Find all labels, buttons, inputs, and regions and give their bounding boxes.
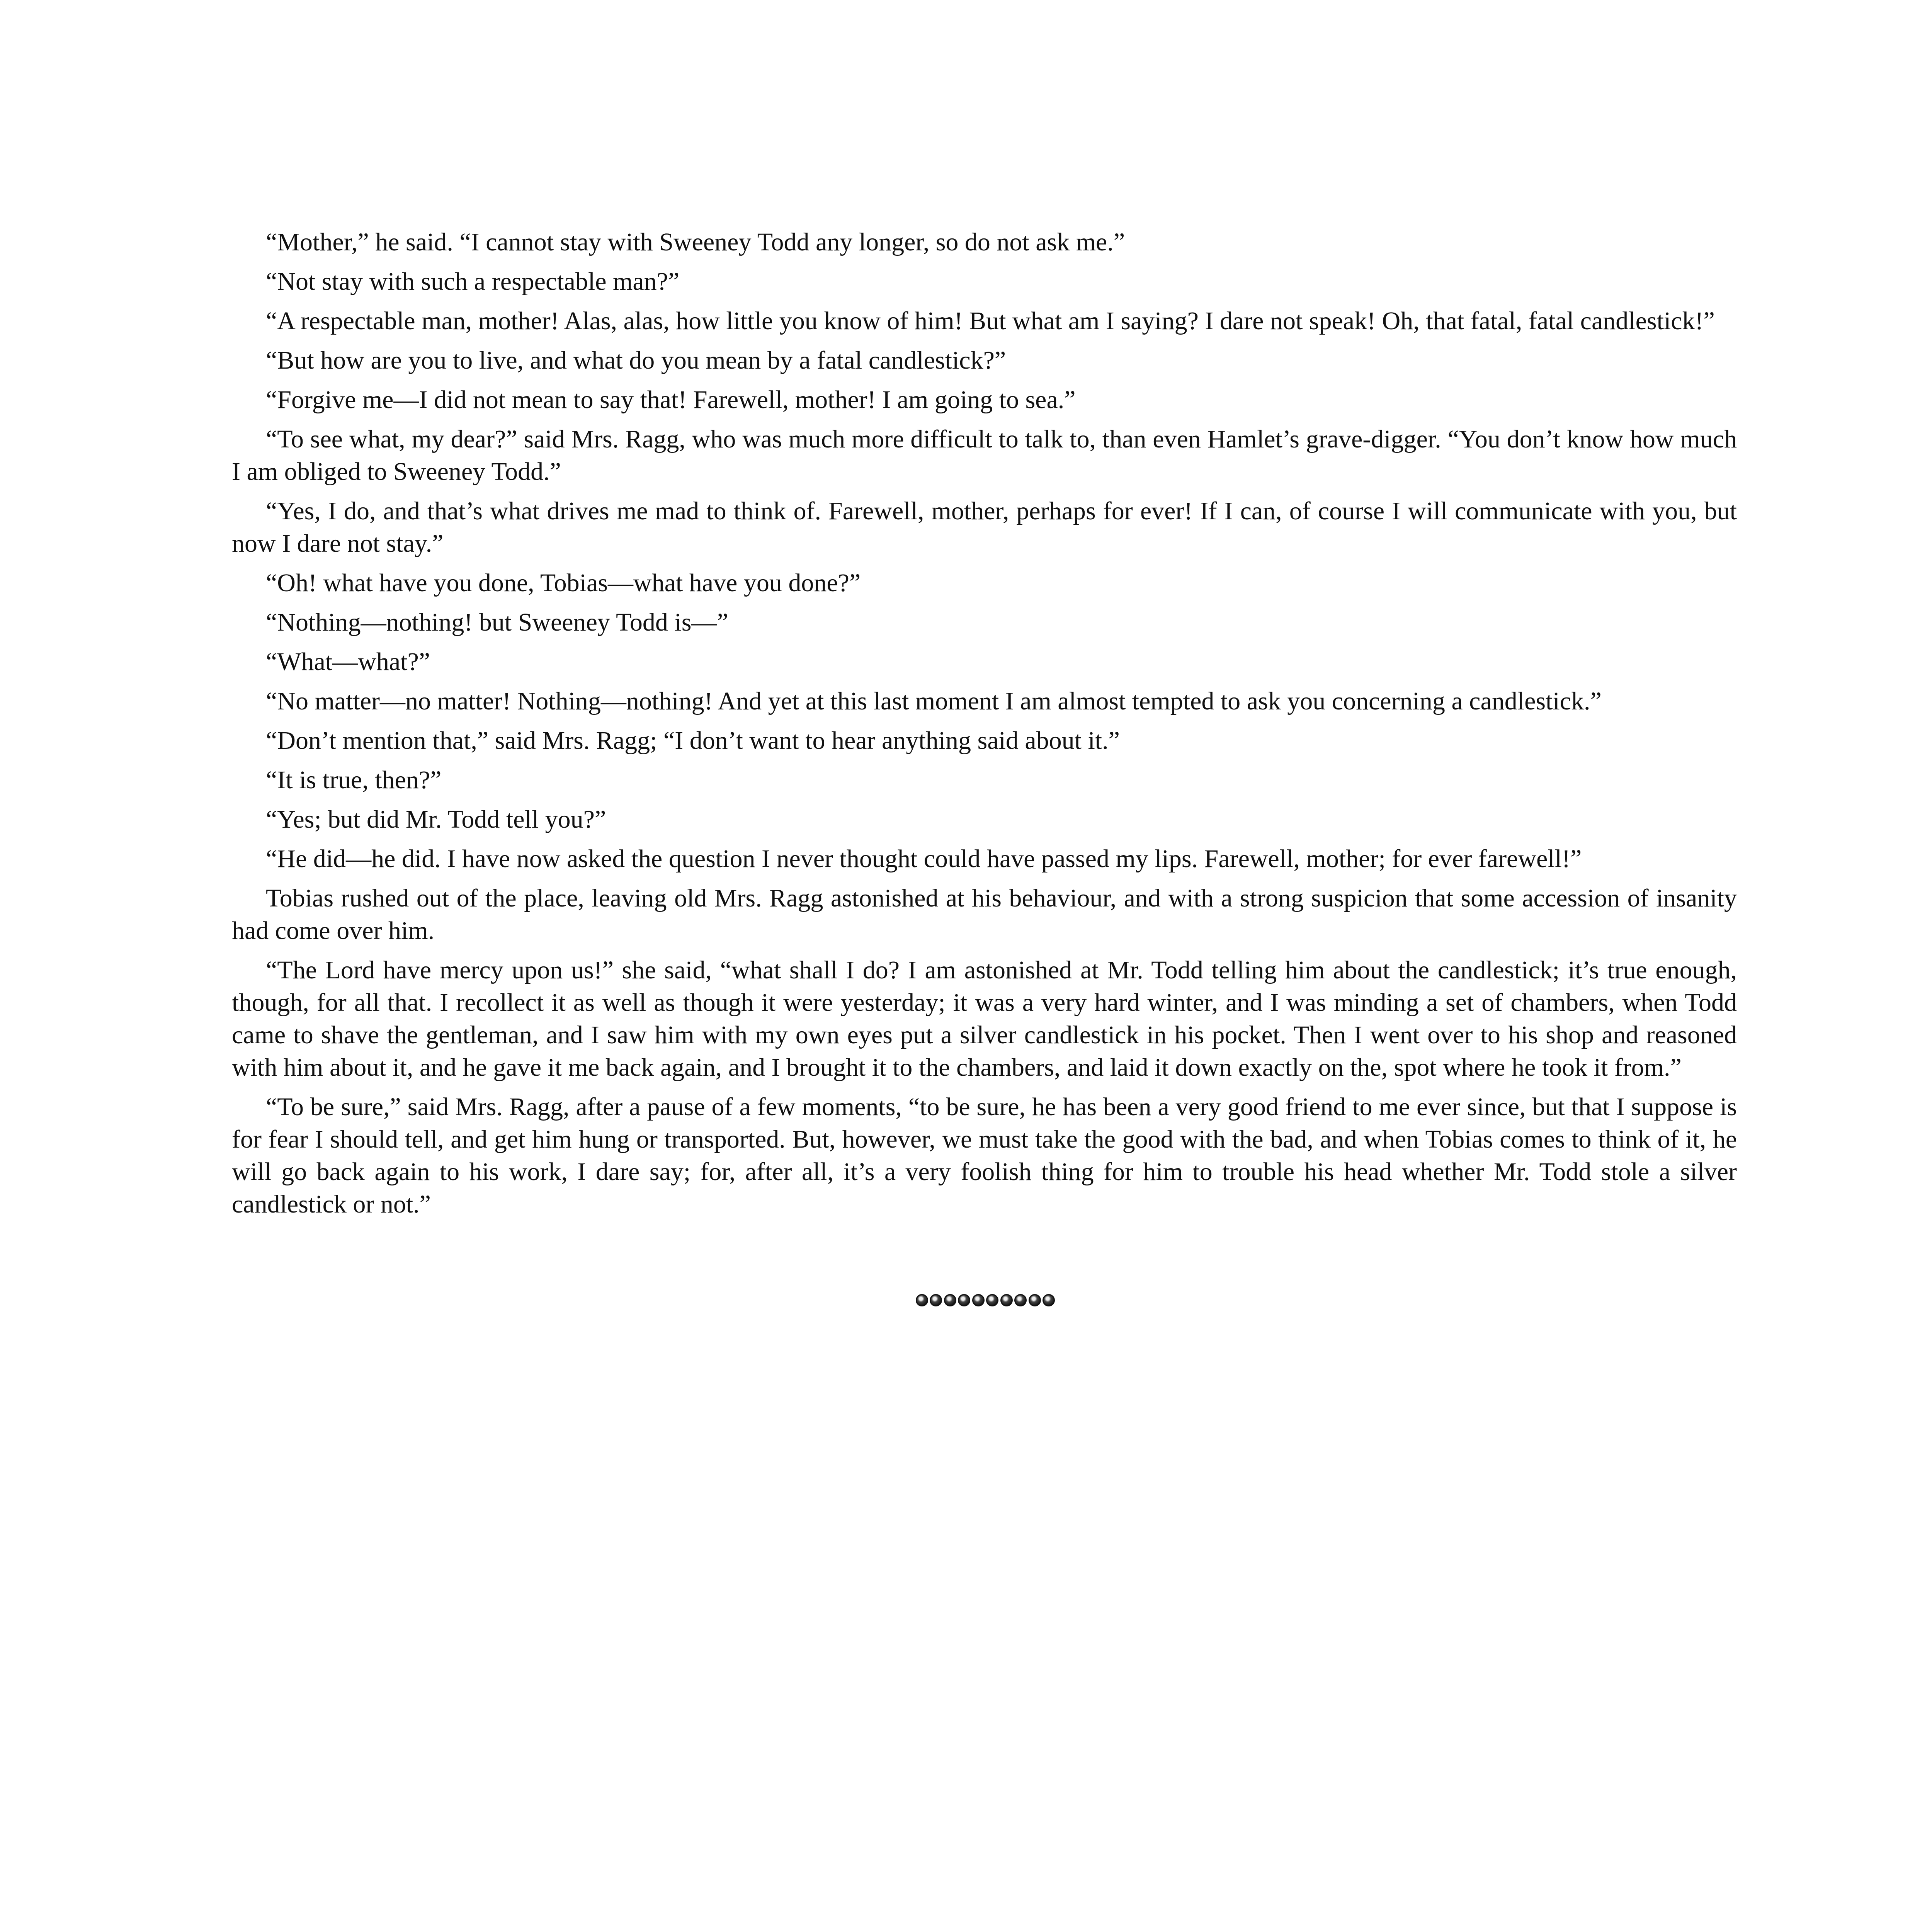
paragraph: “Not stay with such a respectable man?” xyxy=(266,267,680,296)
ornament-dot-icon xyxy=(972,1294,985,1306)
ornament-dot-icon xyxy=(944,1294,956,1306)
paragraph: “He did—he did. I have now asked the question I never thought could have passed my lips. Farewell, mother; for ever farewell!” xyxy=(266,845,1582,873)
paragraph: “But how are you to live, and what do you mean by a fatal candlestick?” xyxy=(266,346,1006,374)
ornament-dot-icon xyxy=(1043,1294,1055,1306)
paragraph: “Don’t mention that,” said Mrs. Ragg; “I don’t want to hear anything said about it.” xyxy=(266,726,1120,755)
paragraph: “A respectable man, mother! Alas, alas, how little you know of him! But what am I saying? I dare not speak! Oh, that fatal, fatal candlestick!” xyxy=(266,307,1715,335)
ornament-dot-icon xyxy=(1000,1294,1013,1306)
paragraph: “Forgive me—I did not mean to say that! Farewell, mother! I am going to sea.” xyxy=(266,386,1076,414)
paragraph: “To be sure,” said Mrs. Ragg, after a pause of a few moments, “to be sure, he has been a very good friend to me ever since, but that I suppose is for fear I should tell, and get him hung or transported. But, however, we must take the good with the bad, and when Tobias comes to think of it, he will go back again to his work, I dare say; for, after all, it’s a very foolish thing for him to trouble his head whether Mr. Todd stole a silver candlestick or not.” xyxy=(232,1093,1737,1218)
section-break-ornament xyxy=(916,1293,1055,1308)
ornament-dot-icon xyxy=(958,1294,970,1306)
ornament-dot-icon xyxy=(916,1294,928,1306)
ornament-dot-icon xyxy=(986,1294,998,1306)
paragraph: “The Lord have mercy upon us!” she said, “what shall I do? I am astonished at Mr. Todd telling him about the candlestick; it’s true enough, though, for all that. I recollect it as well as though it were yesterday; it was a very hard winter, and I was minding a set of chambers, when Todd came to shave the gentleman, and I saw him with my own eyes put a silver candlestick in his pocket. Then I went over to his shop and reasoned with him about it, and he gave it me back again, and I brought it to the chambers, and laid it down exactly on the, spot where he took it from.” xyxy=(232,956,1737,1082)
ornament-dot-icon xyxy=(1014,1294,1027,1306)
paragraph: “To see what, my dear?” said Mrs. Ragg, who was much more difficult to talk to, than even Hamlet’s grave-digger. “You don’t know how much I am obliged to Sweeney Todd.” xyxy=(232,425,1737,486)
paragraph: Tobias rushed out of the place, leaving old Mrs. Ragg astonished at his behaviour, and with a strong suspicion that some accession of insanity had come over him. xyxy=(232,884,1737,945)
paragraph: “No matter—no matter! Nothing—nothing! And yet at this last moment I am almost tempted to ask you concerning a candlestick.” xyxy=(266,687,1602,715)
ornament-dot-icon xyxy=(930,1294,942,1306)
ornament-dot-icon xyxy=(1029,1294,1041,1306)
paragraph: “Mother,” he said. “I cannot stay with Sweeney Todd any longer, so do not ask me.” xyxy=(266,228,1125,256)
paragraph: “It is true, then?” xyxy=(266,766,442,794)
paragraph: “Yes; but did Mr. Todd tell you?” xyxy=(266,805,606,833)
page-body xyxy=(232,226,1737,1228)
paragraph: “Yes, I do, and that’s what drives me mad to think of. Farewell, mother, perhaps for ever! If I can, of course I will communicate with you, but now I dare not stay.” xyxy=(232,497,1737,558)
paragraph: “Nothing—nothing! but Sweeney Todd is—” xyxy=(266,608,728,636)
paragraph: “What—what?” xyxy=(266,648,430,676)
paragraph: “Oh! what have you done, Tobias—what have you done?” xyxy=(266,569,861,597)
